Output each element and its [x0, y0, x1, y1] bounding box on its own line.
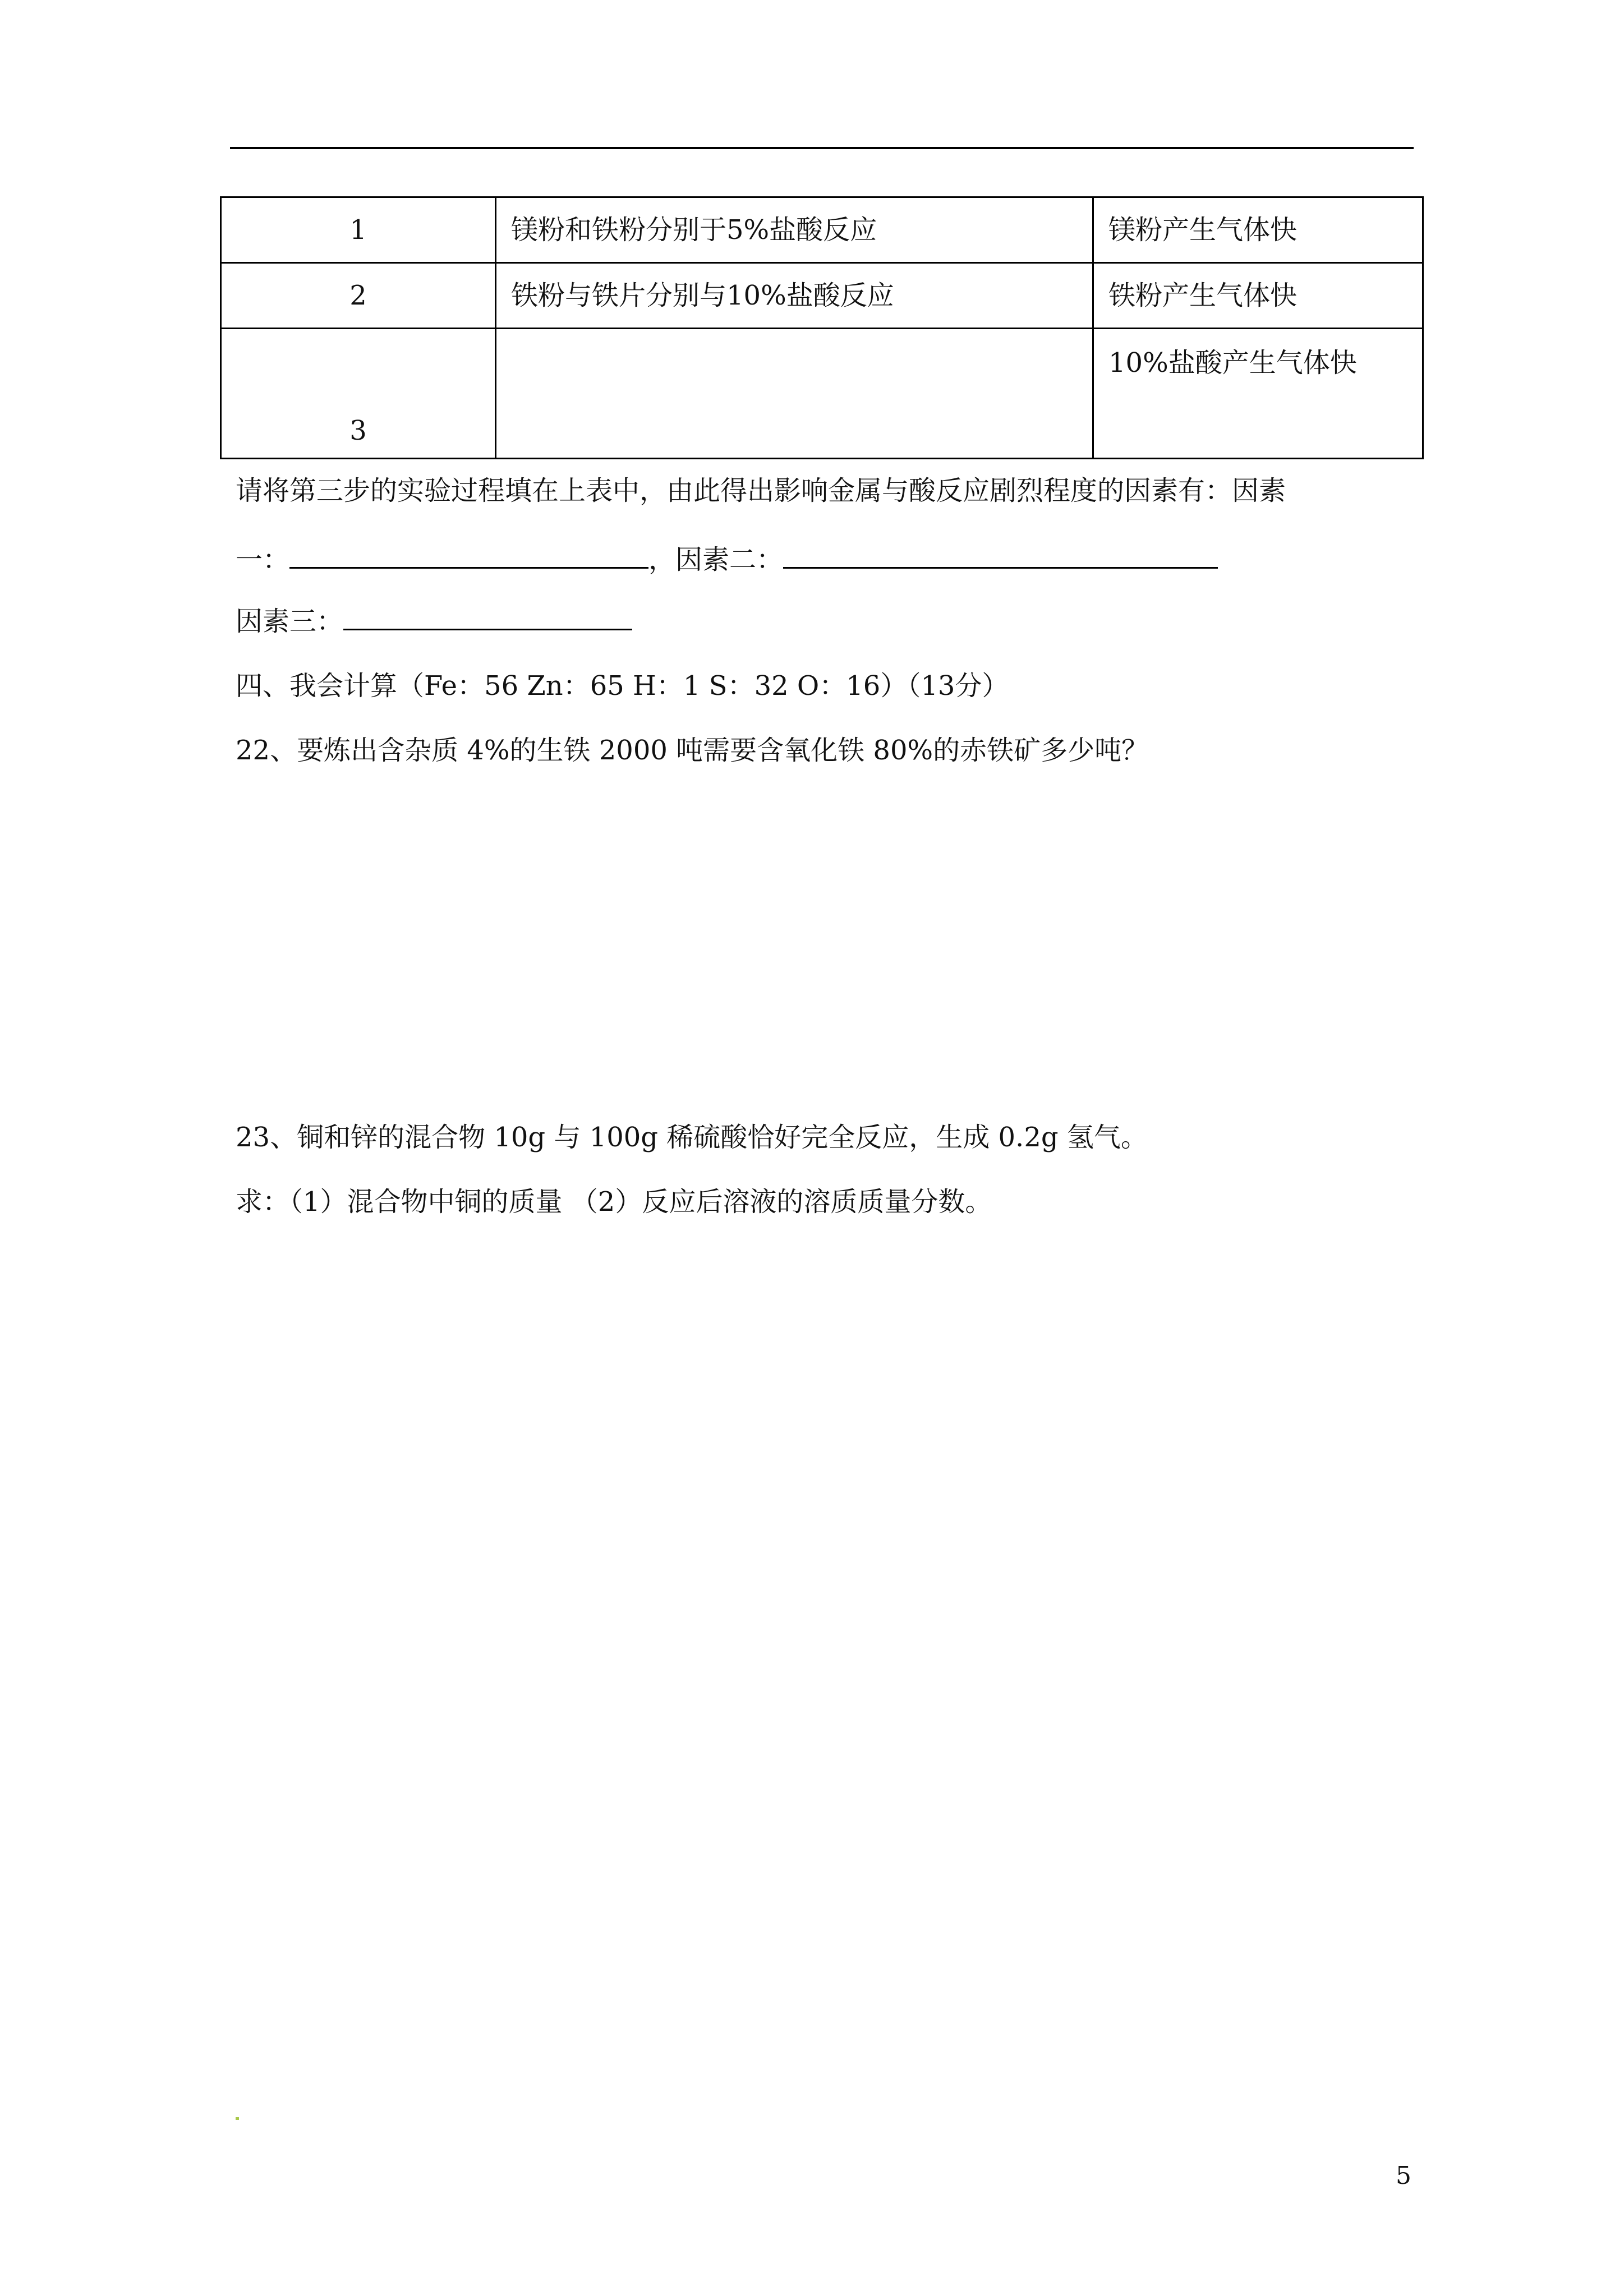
header-rule: [230, 147, 1414, 149]
factor-2-blank[interactable]: [783, 543, 1218, 569]
table-row: [221, 329, 1423, 459]
table-row: [221, 197, 1423, 263]
experiment-result: 铁粉产生气体快: [1093, 263, 1423, 329]
step-number: 3: [221, 329, 496, 459]
experiment-process: 镁粉和铁粉分别于5%盐酸反应: [496, 197, 1093, 263]
factor-1-blank[interactable]: [289, 543, 648, 569]
factor-2-label: ，因素二：: [648, 544, 784, 575]
experiment-process: 铁粉与铁片分别与10%盐酸反应: [496, 263, 1093, 329]
stray-mark: [236, 2117, 239, 2120]
factor-1-label: 一：: [236, 544, 290, 575]
factor-line-2: [236, 605, 632, 638]
experiment-result: 10%盐酸产生气体快: [1093, 329, 1423, 459]
section-4-title: 四、我会计算（Fe：56 Zn：65 H：1 S：32 O：16）（13分）: [236, 670, 1009, 702]
factor-line-1: [236, 543, 1218, 577]
question-23-ask: 求：（1）混合物中铜的质量 （2）反应后溶液的溶质质量分数。: [236, 1186, 992, 1218]
question-22: 22、要炼出含杂质 4%的生铁 2000 吨需要含氧化铁 80%的赤铁矿多少吨？: [236, 735, 1149, 766]
page-number: 5: [1396, 2161, 1411, 2190]
experiment-table: [220, 196, 1424, 459]
factor-3-blank[interactable]: [343, 605, 632, 630]
experiment-process-blank[interactable]: [496, 329, 1093, 459]
question-23: 23、铜和锌的混合物 10g 与 100g 稀硫酸恰好完全反应，生成 0.2g 氢气。: [236, 1122, 1148, 1153]
step-number: 1: [221, 197, 496, 263]
step-number: 2: [221, 263, 496, 329]
table-row: [221, 263, 1423, 329]
instruction-text: 请将第三步的实验过程填在上表中，由此得出影响金属与酸反应剧烈程度的因素有：因素: [236, 475, 1286, 506]
experiment-result: 镁粉产生气体快: [1093, 197, 1423, 263]
factor-3-label: 因素三：: [236, 606, 344, 637]
